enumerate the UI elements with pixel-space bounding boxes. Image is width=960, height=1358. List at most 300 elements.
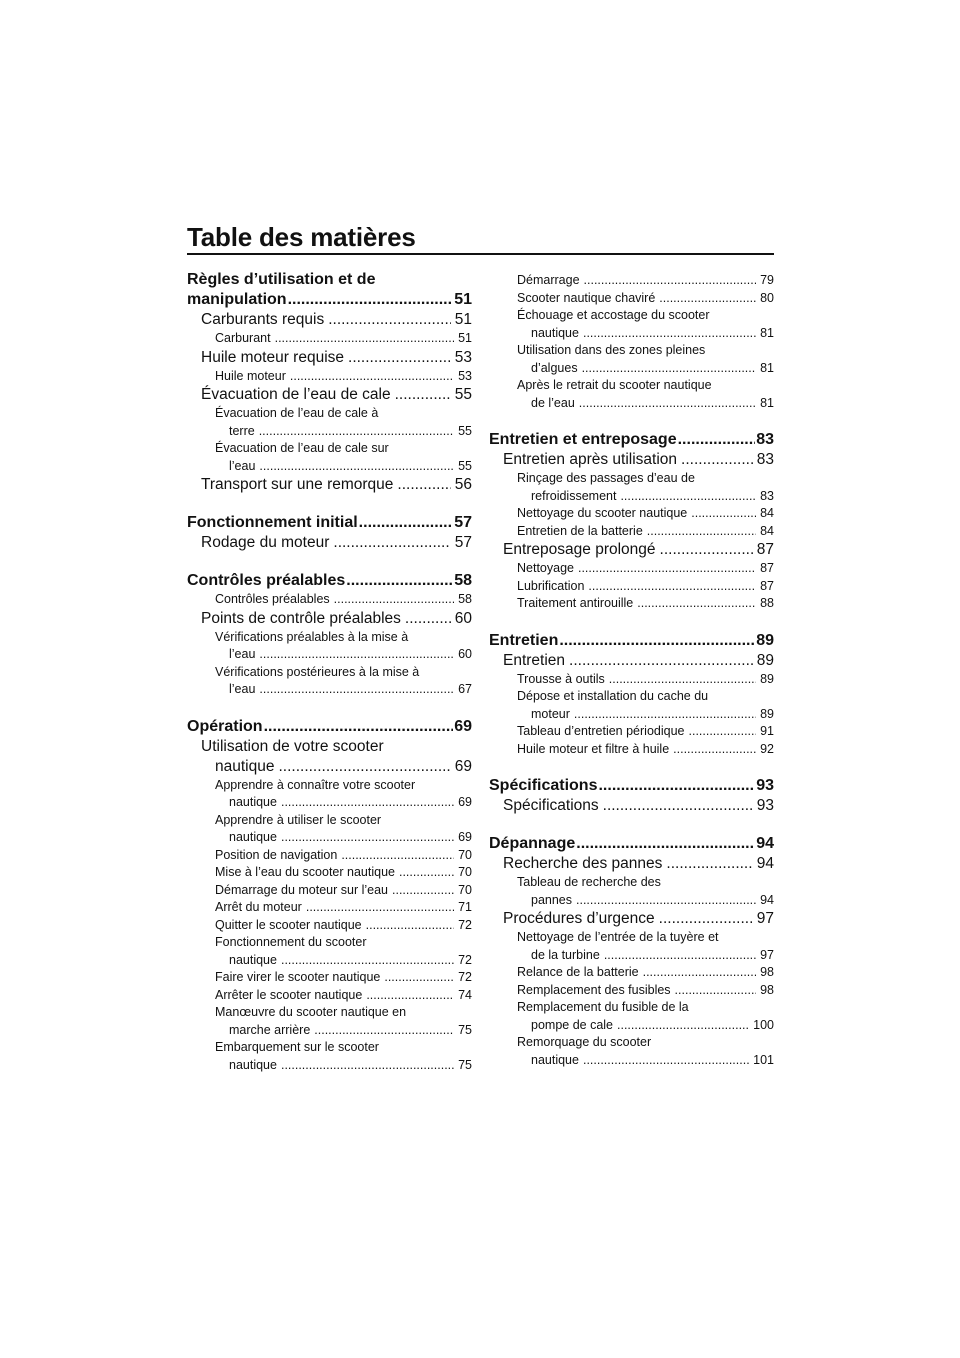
title-rule bbox=[187, 253, 774, 255]
dot-leader bbox=[574, 706, 756, 724]
toc-entry-level-3[interactable] bbox=[489, 964, 774, 982]
dot-leader bbox=[583, 325, 756, 343]
toc-entry-text: Vérifications postérieures à la mise à bbox=[215, 664, 420, 679]
dot-leader bbox=[328, 310, 451, 330]
toc-entry-text: Manœuvre du scooter nautique en bbox=[215, 1005, 407, 1019]
dot-leader bbox=[643, 964, 756, 982]
dot-leader bbox=[281, 952, 454, 970]
section-heading[interactable] bbox=[187, 571, 472, 591]
page-number: 70 bbox=[458, 882, 472, 897]
toc-entry-level-3[interactable] bbox=[187, 330, 472, 348]
page-number: 56 bbox=[454, 476, 472, 493]
toc-entry-text: Rodage du moteur bbox=[201, 534, 330, 551]
toc-entry-text: Nettoyage bbox=[517, 561, 574, 575]
dot-leader bbox=[576, 834, 755, 854]
toc-entry-text: Apprendre à connaître votre scooter bbox=[215, 777, 416, 792]
dot-leader bbox=[348, 348, 451, 368]
section-spacer bbox=[187, 553, 472, 571]
toc-entry-line bbox=[215, 917, 472, 935]
page-number: 81 bbox=[760, 395, 774, 410]
section-spacer bbox=[187, 495, 472, 513]
page-number: 94 bbox=[756, 835, 774, 852]
toc-entry-text: Points de contrôle préalables bbox=[201, 609, 401, 627]
dot-leader bbox=[278, 757, 450, 777]
dot-leader bbox=[569, 651, 753, 671]
toc-entry-level-3[interactable] bbox=[489, 982, 774, 1000]
toc-entry-text: nautique bbox=[229, 830, 277, 844]
toc-entry-line bbox=[215, 987, 472, 1005]
toc-entry-level-3[interactable] bbox=[489, 342, 774, 377]
toc-entry-text: Huile moteur bbox=[215, 368, 286, 383]
toc-entry-line bbox=[201, 757, 472, 777]
page-number: 75 bbox=[458, 1057, 472, 1072]
dot-leader bbox=[259, 681, 454, 699]
toc-entry-level-2[interactable] bbox=[187, 609, 472, 629]
toc-entry-text: Échouage et accostage du scooter bbox=[517, 308, 710, 322]
dot-leader bbox=[366, 987, 454, 1005]
page-number: 79 bbox=[760, 273, 774, 287]
toc-entry-level-3[interactable] bbox=[489, 560, 774, 578]
page-number: 60 bbox=[454, 609, 472, 627]
toc-entry-level-3[interactable] bbox=[187, 1039, 472, 1074]
toc-entry-level-3[interactable] bbox=[187, 440, 472, 475]
section-spacer bbox=[489, 816, 774, 834]
page-number: 94 bbox=[760, 892, 774, 907]
dot-leader bbox=[399, 864, 454, 882]
toc-entry-line bbox=[503, 450, 774, 470]
page-number: 91 bbox=[760, 724, 774, 738]
page-number: 80 bbox=[760, 290, 774, 305]
toc-entry-level-3[interactable] bbox=[187, 664, 472, 699]
dot-leader bbox=[281, 829, 454, 847]
toc-entry-level-2[interactable] bbox=[187, 385, 472, 405]
toc-entry-level-2[interactable] bbox=[489, 796, 774, 816]
page-number: 53 bbox=[458, 368, 472, 383]
toc-entry-text: pompe de cale bbox=[531, 1017, 614, 1032]
page-number: 51 bbox=[454, 311, 472, 328]
toc-entry-text: Tableau de recherche des bbox=[517, 875, 661, 889]
toc-entry-level-3[interactable] bbox=[187, 934, 472, 969]
page-number: 83 bbox=[760, 488, 774, 503]
section-heading-line bbox=[187, 513, 472, 533]
page-number: 81 bbox=[760, 325, 774, 340]
section-heading-line bbox=[489, 776, 774, 796]
toc-entry-level-2[interactable] bbox=[187, 533, 472, 553]
dot-leader bbox=[584, 272, 757, 290]
dot-leader bbox=[620, 488, 756, 506]
toc-entry-line bbox=[517, 723, 774, 741]
page-number: 89 bbox=[756, 631, 774, 649]
toc-entry-line bbox=[215, 847, 472, 865]
toc-section bbox=[187, 571, 472, 699]
page-number: 98 bbox=[760, 982, 774, 997]
toc-entry-line bbox=[215, 899, 472, 917]
page-number: 74 bbox=[458, 987, 472, 1002]
page-number: 75 bbox=[458, 1022, 472, 1037]
toc-entry-level-3[interactable] bbox=[187, 987, 472, 1005]
toc-entry-line bbox=[517, 706, 774, 724]
section-heading-line bbox=[489, 834, 774, 854]
page-number: 101 bbox=[753, 1052, 774, 1067]
toc-entry-text: Huile moteur et filtre à huile bbox=[517, 741, 670, 756]
toc-entry-text: Faire virer le scooter nautique bbox=[215, 970, 381, 984]
dot-leader bbox=[678, 430, 756, 450]
toc-entry-line bbox=[517, 578, 774, 596]
dot-leader bbox=[603, 796, 753, 816]
page-number: 70 bbox=[458, 847, 472, 862]
toc-entry-level-2[interactable] bbox=[489, 854, 774, 874]
toc-entry-line bbox=[215, 969, 472, 987]
toc-entry-level-3[interactable] bbox=[489, 595, 774, 613]
dot-leader bbox=[264, 717, 454, 737]
toc-entry-level-3[interactable] bbox=[187, 368, 472, 386]
page-number: 93 bbox=[756, 777, 774, 794]
toc-entry-line bbox=[201, 348, 472, 368]
toc-column-left bbox=[187, 270, 472, 1074]
toc-entry-text: Entretien après utilisation bbox=[503, 451, 678, 468]
section-heading[interactable] bbox=[187, 270, 472, 310]
toc-entry-level-2[interactable] bbox=[489, 651, 774, 671]
dot-leader bbox=[681, 450, 753, 470]
dot-leader bbox=[582, 360, 757, 378]
page-number: 100 bbox=[753, 1017, 774, 1032]
section-spacer bbox=[489, 758, 774, 776]
toc-entry-text: Contrôles préalables bbox=[215, 592, 330, 606]
toc-entry-text: nautique bbox=[531, 325, 579, 340]
dot-leader bbox=[576, 892, 756, 910]
dot-leader bbox=[598, 776, 755, 796]
toc-entry-text: Entretien bbox=[503, 651, 566, 669]
section-spacer bbox=[187, 699, 472, 717]
section-heading[interactable] bbox=[489, 631, 774, 651]
page-number: 55 bbox=[458, 423, 472, 438]
toc-entry-text: Scooter nautique chaviré bbox=[517, 290, 656, 305]
page-number: 97 bbox=[760, 947, 774, 962]
dot-leader bbox=[384, 969, 454, 987]
dot-leader bbox=[609, 671, 756, 689]
toc-entry-line bbox=[517, 982, 774, 1000]
toc-section bbox=[187, 513, 472, 553]
dot-leader bbox=[346, 571, 453, 591]
section-heading-text: Spécifications bbox=[489, 777, 598, 794]
dot-leader bbox=[660, 540, 753, 560]
toc-entry-line bbox=[517, 671, 774, 689]
toc-entry-level-2[interactable] bbox=[187, 475, 472, 495]
toc-entry-level-3[interactable] bbox=[489, 671, 774, 689]
toc-entry-text: marche arrière bbox=[229, 1022, 311, 1037]
toc-entry-level-3[interactable] bbox=[187, 969, 472, 987]
section-heading-text: Opération bbox=[187, 717, 263, 735]
toc-entry-line bbox=[201, 609, 472, 629]
toc-entry-text: Carburants requis bbox=[201, 311, 325, 328]
toc-entry-level-3[interactable] bbox=[489, 578, 774, 596]
toc-entry-level-3[interactable] bbox=[187, 899, 472, 917]
toc-entry-level-3[interactable] bbox=[187, 864, 472, 882]
page-number: 98 bbox=[760, 965, 774, 979]
toc-entry-line bbox=[215, 1057, 472, 1075]
page-number: 88 bbox=[760, 596, 774, 610]
toc-entry-line bbox=[215, 423, 472, 441]
toc-entry-text: Évacuation de l’eau de cale bbox=[201, 386, 391, 403]
toc-entry-level-2[interactable] bbox=[489, 450, 774, 470]
toc-entry-text: Remplacement des fusibles bbox=[517, 982, 671, 997]
section-heading[interactable] bbox=[187, 717, 472, 737]
dot-leader bbox=[314, 1022, 454, 1040]
toc-entry-text: Utilisation dans des zones pleines bbox=[517, 343, 706, 357]
dot-leader bbox=[604, 947, 756, 965]
toc-entry-text: Position de navigation bbox=[215, 847, 338, 862]
toc-entry-line bbox=[517, 595, 774, 613]
toc-entry-text: Fonctionnement du scooter bbox=[215, 935, 367, 949]
section-heading[interactable] bbox=[489, 776, 774, 796]
toc-entry-level-3[interactable] bbox=[489, 1034, 774, 1069]
toc-entry-text: de la turbine bbox=[531, 947, 600, 962]
toc-entry-text: Recherche des pannes bbox=[503, 855, 663, 872]
toc-entry-level-3[interactable] bbox=[489, 307, 774, 342]
toc-entry-line bbox=[215, 591, 472, 609]
toc-entry-level-2[interactable] bbox=[187, 348, 472, 368]
toc-entry-text: Rinçage des passages d’eau de bbox=[517, 471, 695, 485]
toc-entry-level-2[interactable] bbox=[187, 310, 472, 330]
toc-entry-text: Nettoyage de l’entrée de la tuyère et bbox=[517, 930, 719, 944]
dot-leader bbox=[290, 368, 454, 386]
toc-entry-level-2[interactable] bbox=[489, 540, 774, 560]
page-number: 69 bbox=[458, 830, 472, 844]
page-number: 84 bbox=[760, 523, 774, 538]
toc-entry-level-3[interactable] bbox=[489, 505, 774, 523]
toc-entry-text: Entretien de la batterie bbox=[517, 523, 643, 538]
toc-entry-text: Relance de la batterie bbox=[517, 965, 639, 979]
page-number: 81 bbox=[760, 360, 774, 375]
dot-leader bbox=[366, 917, 454, 935]
toc-entry-text: Dépose et installation du cache du bbox=[517, 689, 709, 703]
dot-leader bbox=[259, 646, 454, 664]
page-number: 70 bbox=[458, 865, 472, 879]
dot-leader bbox=[659, 290, 756, 308]
dot-leader bbox=[647, 523, 756, 541]
section-heading-text: Règles d’utilisation et de bbox=[187, 271, 376, 288]
toc-entry-level-3[interactable] bbox=[187, 777, 472, 812]
page-number: 51 bbox=[454, 291, 472, 308]
dot-leader bbox=[281, 1057, 454, 1075]
toc-entry-text: l’eau bbox=[229, 458, 256, 473]
page-number: 89 bbox=[756, 651, 774, 669]
toc-entry-level-3[interactable] bbox=[489, 290, 774, 308]
toc-entry-text: Carburant bbox=[215, 331, 271, 345]
toc-entry-text: Huile moteur requise bbox=[201, 348, 345, 366]
toc-entry-text: l’eau bbox=[229, 647, 256, 661]
toc-section bbox=[489, 631, 774, 759]
toc-entry-level-3[interactable] bbox=[489, 723, 774, 741]
toc-entry-text: nautique bbox=[229, 795, 277, 809]
toc-continued-entries bbox=[489, 270, 774, 412]
toc-entry-line bbox=[517, 964, 774, 982]
toc-entry-level-3[interactable] bbox=[187, 917, 472, 935]
dot-leader bbox=[334, 591, 454, 609]
toc-entry-line bbox=[517, 560, 774, 578]
dot-leader bbox=[306, 899, 454, 917]
dot-leader bbox=[579, 395, 756, 413]
toc-entry-line bbox=[215, 458, 472, 476]
dot-leader bbox=[583, 1052, 749, 1070]
toc-entry-text: Évacuation de l’eau de cale à bbox=[215, 406, 379, 420]
toc-entry-level-3[interactable] bbox=[489, 999, 774, 1034]
toc-entry-text: Utilisation de votre scooter bbox=[201, 737, 384, 755]
toc-entry-line bbox=[517, 360, 774, 378]
toc-entry-line bbox=[517, 272, 774, 290]
toc-entry-text: nautique bbox=[215, 757, 275, 775]
page-number: 83 bbox=[756, 451, 774, 468]
dot-leader bbox=[281, 794, 454, 812]
page-number: 84 bbox=[760, 506, 774, 520]
toc-entry-line bbox=[215, 368, 472, 386]
toc-entry-level-3[interactable] bbox=[489, 272, 774, 290]
dot-leader bbox=[689, 723, 757, 741]
section-heading-line bbox=[489, 631, 774, 651]
toc-entry-line bbox=[503, 651, 774, 671]
toc-entry-level-3[interactable] bbox=[489, 874, 774, 909]
page-number: 89 bbox=[760, 706, 774, 721]
section-heading-line bbox=[187, 571, 472, 591]
toc-section bbox=[187, 717, 472, 1075]
toc-entry-line bbox=[503, 540, 774, 560]
toc-entry-text: d’algues bbox=[531, 360, 578, 375]
page-number: 60 bbox=[458, 647, 472, 661]
page-number: 72 bbox=[458, 917, 472, 932]
toc-entry-level-3[interactable] bbox=[187, 1004, 472, 1039]
section-heading[interactable] bbox=[187, 513, 472, 533]
toc-entry-level-3[interactable] bbox=[489, 929, 774, 964]
section-heading[interactable] bbox=[489, 834, 774, 854]
dot-leader bbox=[691, 505, 756, 523]
section-spacer bbox=[489, 412, 774, 430]
toc-entry-text: Embarquement sur le scooter bbox=[215, 1040, 379, 1054]
toc-entry-level-3[interactable] bbox=[489, 688, 774, 723]
toc-entry-line bbox=[215, 882, 472, 900]
page-number: 57 bbox=[454, 514, 472, 531]
toc-entry-text: l’eau bbox=[229, 682, 256, 696]
toc-entry-text: Après le retrait du scooter nautique bbox=[517, 378, 712, 392]
toc-entry-text: Arrêt du moteur bbox=[215, 900, 302, 914]
dot-leader bbox=[617, 1017, 749, 1035]
toc-entry-text: Démarrage bbox=[517, 273, 580, 287]
dot-leader bbox=[259, 458, 454, 476]
page-number: 53 bbox=[454, 348, 472, 366]
toc-entry-text: Démarrage du moteur sur l’eau bbox=[215, 882, 388, 897]
toc-entry-level-3[interactable] bbox=[489, 523, 774, 541]
page-number: 58 bbox=[454, 572, 472, 589]
toc-entry-text: Arrêter le scooter nautique bbox=[215, 987, 363, 1002]
toc-entry-text: Transport sur une remorque bbox=[201, 476, 394, 493]
toc-entry-text: Apprendre à utiliser le scooter bbox=[215, 812, 382, 827]
toc-entry-text: Procédures d’urgence bbox=[503, 910, 655, 927]
section-heading[interactable] bbox=[489, 430, 774, 450]
page-number: 72 bbox=[458, 970, 472, 984]
toc-entry-level-3[interactable] bbox=[187, 629, 472, 664]
section-heading-text: Dépannage bbox=[489, 835, 576, 852]
toc-entry-line bbox=[215, 864, 472, 882]
toc-entry-line bbox=[215, 952, 472, 970]
toc-entry-text: nautique bbox=[229, 1057, 277, 1072]
toc-column-right bbox=[489, 270, 774, 1069]
page-number: 71 bbox=[458, 900, 472, 914]
toc-entry-line bbox=[517, 505, 774, 523]
page-number: 93 bbox=[756, 797, 774, 814]
toc-entry-line bbox=[201, 475, 472, 495]
toc-entry-level-2[interactable] bbox=[489, 909, 774, 929]
toc-entry-level-3[interactable] bbox=[187, 591, 472, 609]
toc-entry-level-3[interactable] bbox=[187, 405, 472, 440]
toc-section bbox=[187, 270, 472, 495]
toc-entry-level-3[interactable] bbox=[489, 470, 774, 505]
dot-leader bbox=[666, 854, 752, 874]
toc-entry-line bbox=[215, 330, 472, 348]
page-number: 87 bbox=[760, 578, 774, 593]
toc-entry-text: Traitement antirouille bbox=[517, 596, 634, 610]
toc-entry-text: Remplacement du fusible de la bbox=[517, 1000, 689, 1014]
toc-entry-line bbox=[503, 796, 774, 816]
toc-entry-line bbox=[201, 385, 472, 405]
toc-entry-line bbox=[503, 909, 774, 929]
toc-entry-line bbox=[215, 794, 472, 812]
page-number: 51 bbox=[458, 331, 472, 345]
page-number: 92 bbox=[760, 741, 774, 756]
toc-entry-line bbox=[201, 310, 472, 330]
page-number: 67 bbox=[458, 682, 472, 696]
dot-leader bbox=[392, 882, 454, 900]
page-number: 94 bbox=[756, 855, 774, 872]
toc-entry-text: Remorquage du scooter bbox=[517, 1035, 652, 1049]
toc-entry-line bbox=[517, 395, 774, 413]
toc-entry-line bbox=[517, 325, 774, 343]
toc-entry-line bbox=[517, 947, 774, 965]
toc-entry-line bbox=[503, 854, 774, 874]
toc-entry-level-2[interactable] bbox=[187, 737, 472, 777]
toc-section bbox=[489, 776, 774, 816]
toc-section bbox=[489, 834, 774, 1069]
toc-entry-text: Lubrification bbox=[517, 578, 585, 593]
dot-leader bbox=[341, 847, 454, 865]
toc-section bbox=[489, 430, 774, 613]
dot-leader bbox=[559, 631, 755, 651]
page-number: 87 bbox=[756, 541, 774, 558]
page-number: 55 bbox=[458, 458, 472, 473]
dot-leader bbox=[637, 595, 756, 613]
toc-entry-level-3[interactable] bbox=[187, 812, 472, 847]
toc-entry-line bbox=[517, 1017, 774, 1035]
page-number: 72 bbox=[458, 952, 472, 967]
dot-leader bbox=[673, 741, 756, 759]
toc-entry-level-3[interactable] bbox=[489, 741, 774, 759]
dot-leader bbox=[275, 330, 455, 348]
toc-entry-level-3[interactable] bbox=[187, 882, 472, 900]
section-heading-text: Contrôles préalables bbox=[187, 572, 346, 589]
page-number: 55 bbox=[454, 386, 472, 403]
toc-entry-level-3[interactable] bbox=[489, 377, 774, 412]
toc-entry-level-3[interactable] bbox=[187, 847, 472, 865]
toc-entry-line bbox=[517, 741, 774, 759]
toc-entry-line bbox=[215, 646, 472, 664]
dot-leader bbox=[659, 909, 753, 929]
dot-leader bbox=[397, 475, 450, 495]
dot-leader bbox=[578, 560, 756, 578]
toc-entry-text: Nettoyage du scooter nautique bbox=[517, 506, 688, 520]
toc-entry-text: Entreposage prolongé bbox=[503, 541, 656, 558]
toc-entry-text: moteur bbox=[531, 706, 570, 721]
toc-entry-text: terre bbox=[229, 423, 255, 438]
page-number: 57 bbox=[454, 534, 472, 551]
toc-entry-text: nautique bbox=[229, 952, 277, 967]
